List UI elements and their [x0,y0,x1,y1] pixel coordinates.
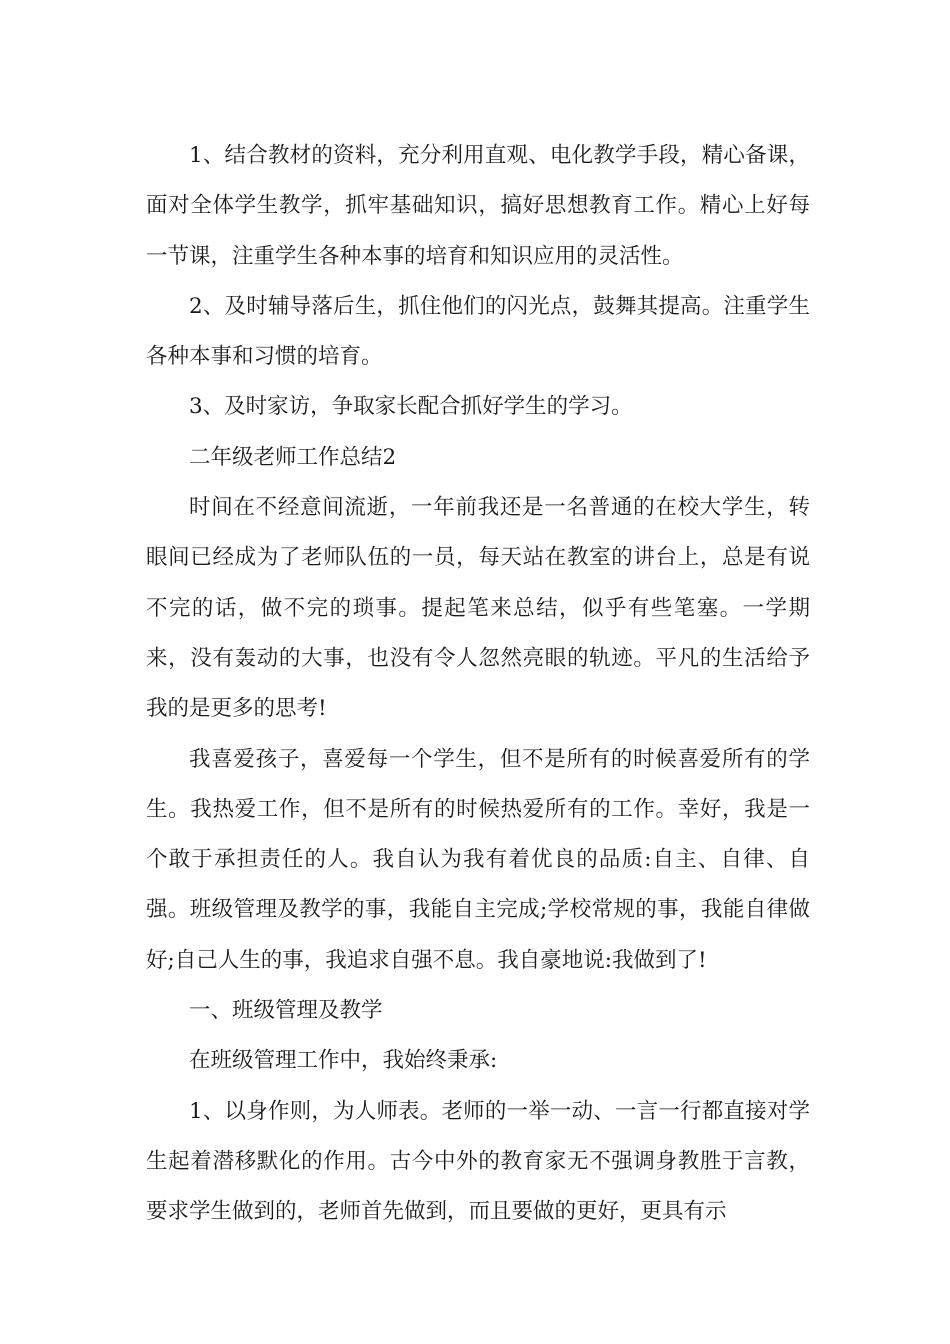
paragraph-time-passes: 时间在不经意间流逝，一年前我还是一名普通的在校大学生，转眼间已经成为了老师队伍的一员，每天站在教室的讲台上，总是有说不完的话，做不完的琐事。提起笔来总结，似乎有些笔塞。一学期来，没有轰动的大事，也没有令人忽然亮眼的轨迹。平凡的生活给予我的是更多的思考! [146,495,810,722]
document-body [146,131,810,1238]
paragraph-item-3: 3、及时家访，争取家长配合抓好学生的学习。 [189,394,633,420]
paragraph-lead-by-example: 1、以身作则，为人师表。老师的一举一动、一言一行都直接对学生起着潜移默化的作用。古今中外的教育家无不强调身教胜于言教，要求学生做到的，老师首先做到，而且要做的更好，更具有示 [146,1098,810,1225]
paragraph-item-1: 1、结合教材的资料，充分利用直观、电化教学手段，精心备课，面对全体学生教学，抓牢基础知识，搞好思想教育工作。精心上好每一节课，注重学生各种本事的培育和知识应用的灵活性。 [146,143,810,269]
paragraph-love-children: 我喜爱孩子，喜爱每一个学生，但不是所有的时候喜爱所有的学生。我热爱工作，但不是所有的时候热爱所有的工作。幸好，我是一个敢于承担责任的人。我自认为我有着优良的品质:自主、自律、自强。班级管理及教学的事，我能自主完成;学校常规的事，我能自律做好;自己人生的事，我追求自强不息。我自豪地说:我做到了! [146,746,810,973]
section-heading-summary-2: 二年级老师工作总结2 [189,444,397,470]
section-heading-class-management: 一、班级管理及教学 [189,998,383,1024]
paragraph-class-management-intro: 在班级管理工作中，我始终秉承: [189,1048,498,1074]
paragraph-item-2: 2、及时辅导落后生，抓住他们的闪光点，鼓舞其提高。注重学生各种本事和习惯的培育。 [146,293,810,370]
